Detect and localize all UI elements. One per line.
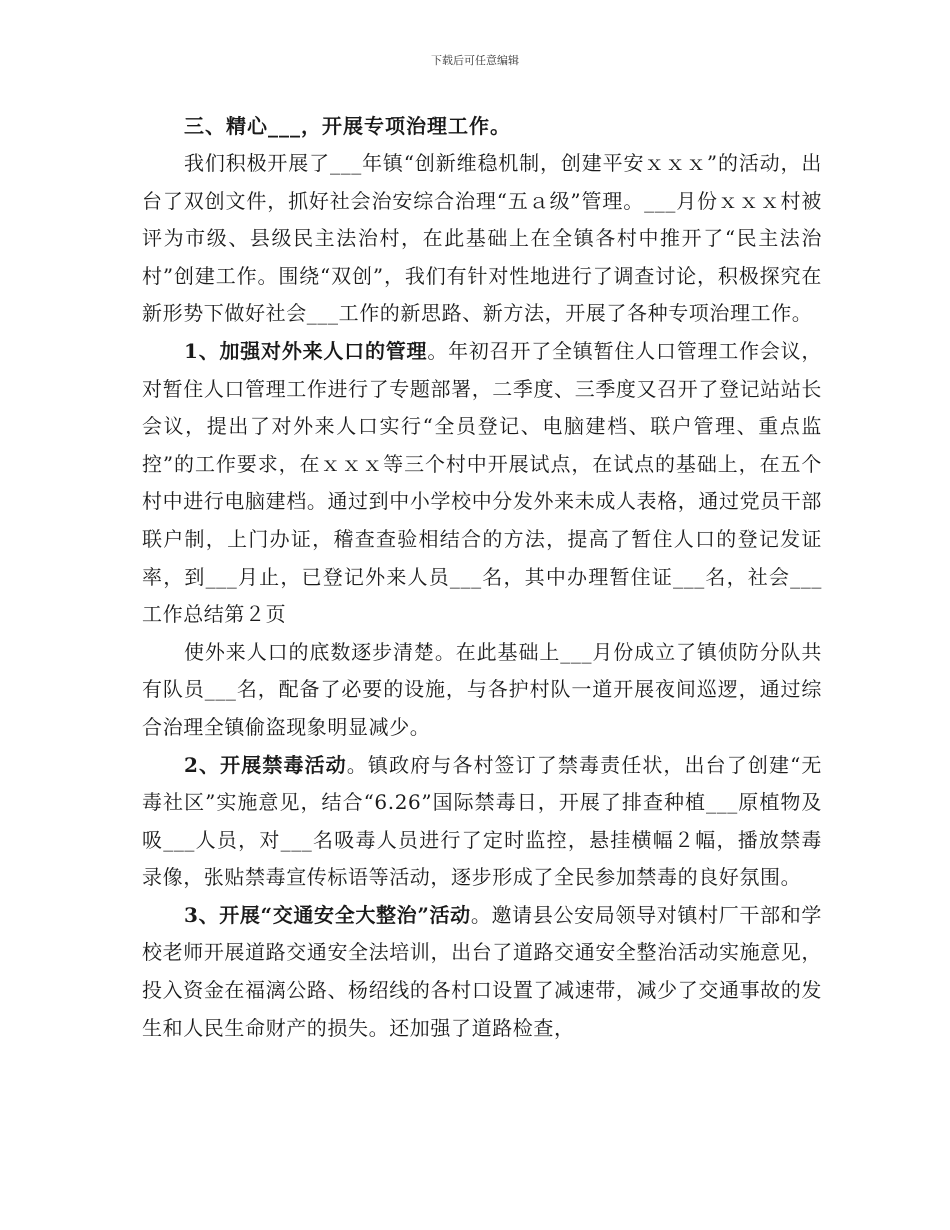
paragraph-lead: 1、加强对外来人口的管理 — [184, 338, 428, 363]
paragraph-lead: 3、开展“交通安全大整治”活动 — [184, 902, 471, 927]
paragraph-migrant-management — [142, 333, 822, 634]
paragraph-anti-drug — [142, 747, 822, 897]
paragraph-text: 。镇政府与各村签订了禁毒责任状，出台了创建“无毒社区”实施意见，结合“6.26”国际禁毒日，开展了排查种植___原植物及吸___人员，对___名吸毒人员进行了定时监控，悬挂横幅２幅，播放禁毒录像，张贴禁毒宣传标语等活动，逐步形成了全民参加禁毒的良好氛围。 — [142, 752, 823, 890]
paragraph-traffic-safety — [142, 897, 822, 1047]
paragraph-text: 使外来人口的底数逐步清楚。在此基础上___月份成立了镇侦防分队共有队员___名，配备了必要的设施，与各护村队一道开展夜间巡逻，通过综合治理全镇偷盗现象明显减少。 — [142, 639, 822, 739]
paragraph-migrant-continued — [142, 634, 822, 747]
document-body — [142, 108, 822, 1047]
section-heading: 三、精心___，开展专项治理工作。 — [184, 114, 511, 138]
paragraph-lead: 2、开展禁毒活动 — [184, 752, 347, 777]
paragraph-text: 。年初召开了全镇暂住人口管理工作会议，对暂住人口管理工作进行了专题部署，二季度、三季度又召开了登记站站长会议，提出了对外来人口实行“全员登记、电脑建档、联户管理、重点监控”的工作要求，在ｘｘｘ等三个村中开展试点，在试点的基础上，在五个村中进行电脑建档。通过到中小学校中分发外来未成人表格，通过党员干部联户制，上门办证，稽查查验相结合的方法，提高了暂住人口的登记发证率，到___月止，已登记外来人员___名，其中办理暂住证___名，社会___工作总结第２页 — [142, 338, 822, 627]
paragraph-intro — [142, 145, 822, 333]
paragraph-text: 我们积极开展了___年镇“创新维稳机制，创建平安ｘｘｘ”的活动，出台了双创文件，抓好社会治安综合治理“五ａ级”管理。___月份ｘｘｘ村被评为市级、县级民主法治村，在此基础上在全镇各村中推开了“民主法治村”创建工作。围绕“双创”，我们有针对性地进行了调查讨论，积极探究在新形势下做好社会___工作的新思路、新方法，开展了各种专项治理工作。 — [142, 151, 822, 326]
page-header: 下载后可任意编辑 — [431, 54, 519, 67]
paragraph-text: 。邀请县公安局领导对镇村厂干部和学校老师开展道路交通安全法培训，出台了道路交通安全整治活动实施意见，投入资金在福漓公路、杨绍线的各村口设置了减速带，减少了交通事故的发生和人民生命财产的损失。还加强了道路检查， — [142, 902, 822, 1040]
